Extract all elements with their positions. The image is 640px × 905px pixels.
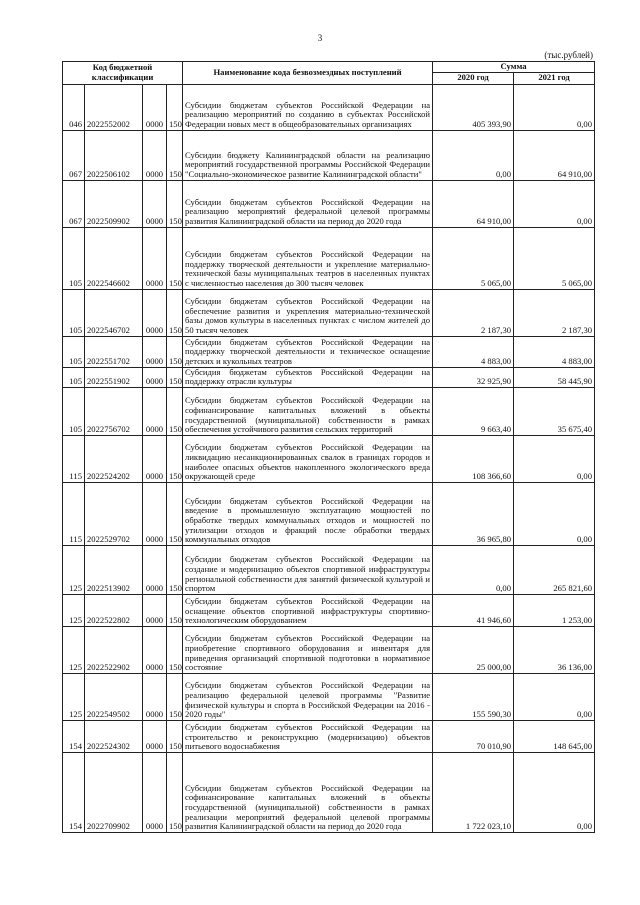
cell-admin-code: 067 — [63, 180, 85, 227]
cell-budget-code: 2022756702 — [85, 387, 143, 435]
cell-budget-code: 2022551702 — [85, 336, 143, 367]
cell-subtype-code: 0000 — [143, 545, 167, 594]
cell-description: Субсидии бюджетам субъектов Российской Федерации на поддержку творческой деятельности и укрепление материально-технической базы муниципальных театров в населенных пунктах с численностью населения до 300 тысяч человек — [183, 227, 433, 289]
table-row — [63, 130, 595, 180]
cell-amount-2021: 0,00 — [514, 84, 595, 130]
cell-amount-2021: 1 253,00 — [514, 594, 595, 626]
header-sum: Сумма — [433, 62, 595, 73]
cell-description: Субсидии бюджетам субъектов Российской Федерации на реализацию мероприятий федеральной целевой программы развития Калининградской области на период до 2020 года — [183, 180, 433, 227]
header-code: Код бюджетной классификации — [63, 62, 183, 85]
cell-description: Субсидии бюджетам субъектов Российской Федерации на оснащение объектов спортивной инфраструктуры спортивно-технологическим оборудованием — [183, 594, 433, 626]
table-row — [63, 84, 595, 130]
cell-amount-2021: 36 136,00 — [514, 626, 595, 673]
cell-subtype-code: 0000 — [143, 482, 167, 545]
cell-kosgu-code: 150 — [167, 482, 183, 545]
cell-amount-2021: 0,00 — [514, 752, 595, 832]
cell-amount-2020: 9 663,40 — [433, 387, 514, 435]
cell-amount-2020: 4 883,00 — [433, 336, 514, 367]
cell-kosgu-code: 150 — [167, 367, 183, 387]
table-row — [63, 289, 595, 336]
table-row — [63, 673, 595, 720]
cell-subtype-code: 0000 — [143, 227, 167, 289]
cell-amount-2020: 2 187,30 — [433, 289, 514, 336]
cell-description: Субсидии бюджетам субъектов Российской Федерации на создание и модернизацию объектов спортивной инфраструктуры региональной собственности для занятий физической культурой и спортом — [183, 545, 433, 594]
cell-amount-2020: 41 946,60 — [433, 594, 514, 626]
cell-subtype-code: 0000 — [143, 84, 167, 130]
cell-amount-2020: 0,00 — [433, 130, 514, 180]
table-row — [63, 336, 595, 367]
table-row — [63, 626, 595, 673]
cell-amount-2021: 5 065,00 — [514, 227, 595, 289]
cell-amount-2021: 0,00 — [514, 673, 595, 720]
cell-subtype-code: 0000 — [143, 289, 167, 336]
table-row — [63, 720, 595, 752]
cell-admin-code: 125 — [63, 626, 85, 673]
cell-subtype-code: 0000 — [143, 336, 167, 367]
cell-subtype-code: 0000 — [143, 626, 167, 673]
cell-amount-2020: 405 393,90 — [433, 84, 514, 130]
cell-budget-code: 2022513902 — [85, 545, 143, 594]
cell-description: Субсидии бюджетам субъектов Российской Федерации на реализацию федеральной целевой программы "Развитие физической культуры и спорта в Российской Федерации на 2016 - 2020 годы" — [183, 673, 433, 720]
cell-budget-code: 2022524302 — [85, 720, 143, 752]
cell-budget-code: 2022551902 — [85, 367, 143, 387]
cell-subtype-code: 0000 — [143, 435, 167, 482]
cell-amount-2020: 32 925,90 — [433, 367, 514, 387]
cell-amount-2021: 265 821,60 — [514, 545, 595, 594]
cell-budget-code: 2022522802 — [85, 594, 143, 626]
cell-description: Субсидии бюджетам субъектов Российской Федерации на софинансирование капитальных вложений в объекты государственной (муниципальной) собственности в рамках реализации мероприятий федеральной целевой программы развития Калининградской области на период до 2020 года — [183, 752, 433, 832]
cell-budget-code: 2022509902 — [85, 180, 143, 227]
cell-kosgu-code: 150 — [167, 180, 183, 227]
cell-kosgu-code: 150 — [167, 545, 183, 594]
cell-amount-2020: 155 590,30 — [433, 673, 514, 720]
cell-description: Субсидии бюджетам субъектов Российской Федерации на строительство и реконструкцию (модернизацию) объектов питьевого водоснабжения — [183, 720, 433, 752]
cell-subtype-code: 0000 — [143, 130, 167, 180]
cell-subtype-code: 0000 — [143, 180, 167, 227]
cell-amount-2021: 0,00 — [514, 482, 595, 545]
cell-budget-code: 2022546702 — [85, 289, 143, 336]
cell-kosgu-code: 150 — [167, 289, 183, 336]
cell-budget-code: 2022506102 — [85, 130, 143, 180]
header-name: Наименование кода безвозмездных поступлений — [183, 62, 433, 85]
cell-description: Субсидии бюджетам субъектов Российской Федерации на ликвидацию несанкционированных свалок в границах городов и наиболее опасных объектов накопленного экологического вреда окружающей среде — [183, 435, 433, 482]
cell-kosgu-code: 150 — [167, 336, 183, 367]
cell-kosgu-code: 150 — [167, 673, 183, 720]
cell-description: Субсидии бюджетам субъектов Российской Федерации на приобретение спортивного оборудования и инвентаря для приведения организаций спортивной подготовки в нормативное состояние — [183, 626, 433, 673]
cell-budget-code: 2022549502 — [85, 673, 143, 720]
cell-amount-2020: 5 065,00 — [433, 227, 514, 289]
cell-budget-code: 2022546602 — [85, 227, 143, 289]
cell-subtype-code: 0000 — [143, 673, 167, 720]
cell-amount-2020: 36 965,80 — [433, 482, 514, 545]
page-number: 3 — [317, 33, 323, 43]
cell-amount-2020: 70 010,90 — [433, 720, 514, 752]
cell-admin-code: 125 — [63, 673, 85, 720]
cell-kosgu-code: 150 — [167, 84, 183, 130]
cell-amount-2021: 148 645,00 — [514, 720, 595, 752]
cell-kosgu-code: 150 — [167, 387, 183, 435]
cell-kosgu-code: 150 — [167, 594, 183, 626]
cell-description: Субсидии бюджетам субъектов Российской Федерации на реализацию мероприятий по созданию в субъектах Российской Федерации новых мест в общеобразовательных организациях — [183, 84, 433, 130]
cell-amount-2021: 2 187,30 — [514, 289, 595, 336]
table-row — [63, 367, 595, 387]
cell-budget-code: 2022709902 — [85, 752, 143, 832]
cell-description: Субсидии бюджету Калининградской области на реализацию мероприятий государственной программы Российской Федерации "Социально-экономическое развитие Калининградской области" — [183, 130, 433, 180]
cell-amount-2021: 0,00 — [514, 435, 595, 482]
cell-amount-2021: 35 675,40 — [514, 387, 595, 435]
cell-amount-2020: 108 366,60 — [433, 435, 514, 482]
cell-amount-2021: 0,00 — [514, 180, 595, 227]
cell-kosgu-code: 150 — [167, 130, 183, 180]
cell-amount-2021: 58 445,90 — [514, 367, 595, 387]
cell-admin-code: 115 — [63, 482, 85, 545]
cell-kosgu-code: 150 — [167, 227, 183, 289]
table-row — [63, 180, 595, 227]
cell-admin-code: 067 — [63, 130, 85, 180]
cell-amount-2020: 1 722 023,10 — [433, 752, 514, 832]
cell-admin-code: 105 — [63, 289, 85, 336]
table-row — [63, 545, 595, 594]
cell-description: Субсидии бюджетам субъектов Российской Федерации на введение в промышленную эксплуатацию мощностей по обработке твердых коммунальных отходов и мощностей по утилизации отходов и фракций после обработки твердых коммунальных отходов — [183, 482, 433, 545]
cell-admin-code: 105 — [63, 367, 85, 387]
cell-admin-code: 154 — [63, 752, 85, 832]
cell-admin-code: 105 — [63, 227, 85, 289]
cell-budget-code: 2022522902 — [85, 626, 143, 673]
header-year-2021: 2021 год — [514, 72, 595, 84]
table-row — [63, 387, 595, 435]
table-row — [63, 594, 595, 626]
cell-admin-code: 125 — [63, 594, 85, 626]
cell-amount-2020: 64 910,00 — [433, 180, 514, 227]
cell-kosgu-code: 150 — [167, 626, 183, 673]
table-row — [63, 227, 595, 289]
table-row — [63, 482, 595, 545]
cell-admin-code: 105 — [63, 336, 85, 367]
cell-subtype-code: 0000 — [143, 752, 167, 832]
cell-budget-code: 2022524202 — [85, 435, 143, 482]
cell-subtype-code: 0000 — [143, 367, 167, 387]
cell-description: Субсидии бюджетам субъектов Российской Федерации на софинансирование капитальных вложений в объекты государственной (муниципальной) собственности в рамках обеспечения устойчивого развития сельских территорий — [183, 387, 433, 435]
cell-subtype-code: 0000 — [143, 720, 167, 752]
cell-admin-code: 105 — [63, 387, 85, 435]
cell-subtype-code: 0000 — [143, 387, 167, 435]
table-row — [63, 752, 595, 832]
table-row — [63, 435, 595, 482]
cell-kosgu-code: 150 — [167, 720, 183, 752]
units-note: (тыс.рублей) — [544, 50, 593, 60]
cell-description: Субсидия бюджетам субъектов Российской Федерации на поддержку отрасли культуры — [183, 367, 433, 387]
cell-amount-2021: 64 910,00 — [514, 130, 595, 180]
cell-admin-code: 115 — [63, 435, 85, 482]
cell-kosgu-code: 150 — [167, 752, 183, 832]
cell-amount-2020: 25 000,00 — [433, 626, 514, 673]
cell-description: Субсидии бюджетам субъектов Российской Федерации на обеспечение развития и укрепления материально-технической базы домов культуры в населенных пунктах с числом жителей до 50 тысяч человек — [183, 289, 433, 336]
cell-budget-code: 2022529702 — [85, 482, 143, 545]
cell-admin-code: 154 — [63, 720, 85, 752]
cell-kosgu-code: 150 — [167, 435, 183, 482]
cell-admin-code: 125 — [63, 545, 85, 594]
revenue-table — [62, 61, 595, 833]
cell-subtype-code: 0000 — [143, 594, 167, 626]
cell-budget-code: 2022552002 — [85, 84, 143, 130]
cell-amount-2021: 4 883,00 — [514, 336, 595, 367]
cell-admin-code: 046 — [63, 84, 85, 130]
cell-amount-2020: 0,00 — [433, 545, 514, 594]
header-year-2020: 2020 год — [433, 72, 514, 84]
cell-description: Субсидии бюджетам субъектов Российской Федерации на поддержку творческой деятельности и техническое оснащение детских и кукольных театров — [183, 336, 433, 367]
